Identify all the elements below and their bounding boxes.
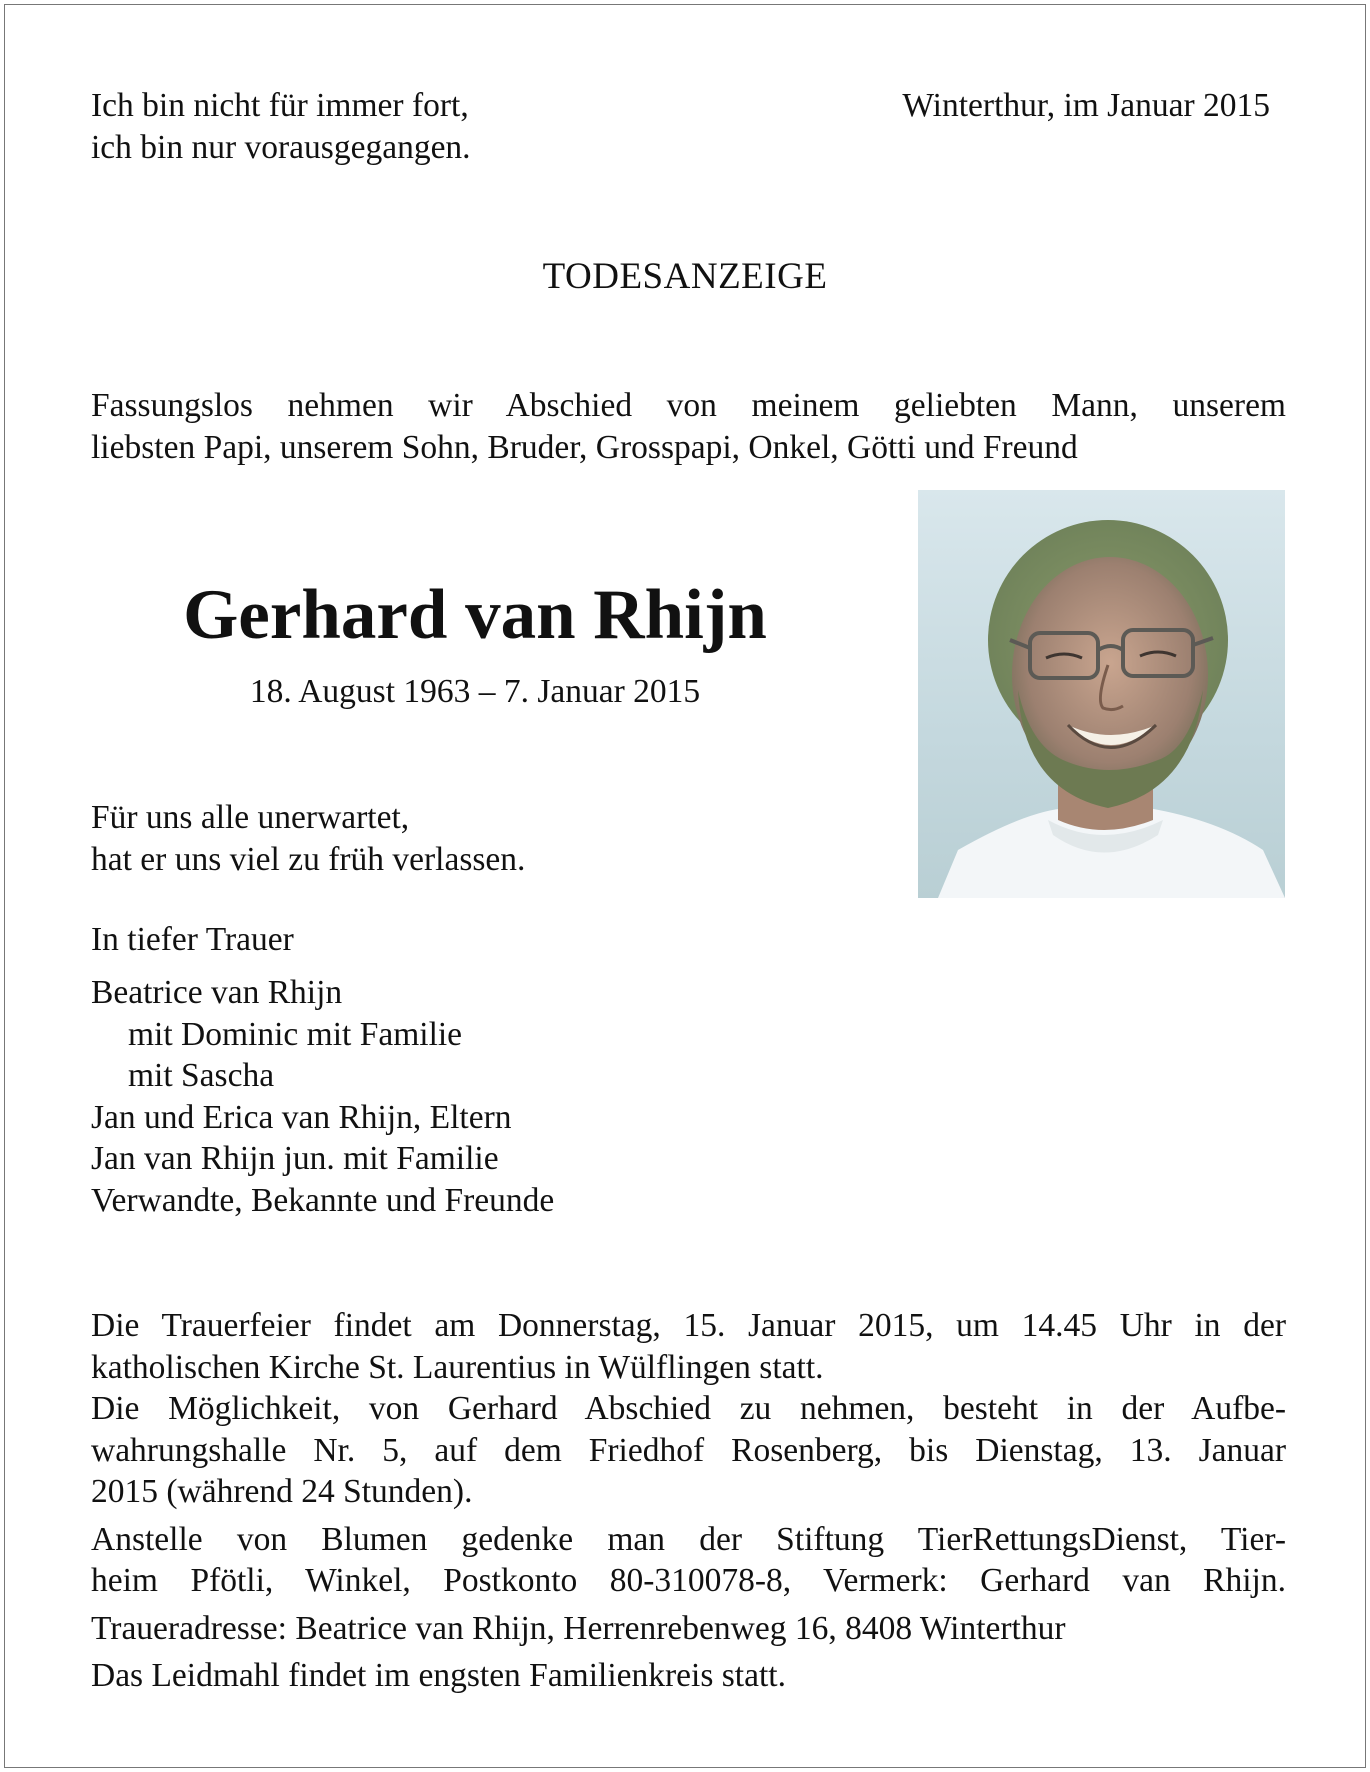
text-line: hat er uns viel zu früh verlassen. xyxy=(91,840,526,878)
obituary-page xyxy=(4,4,1366,1768)
intro-line: liebsten Papi, unserem Sohn, Bruder, Grosspapi, Onkel, Götti und Freund xyxy=(91,428,1078,466)
ceremony-line: 2015 (während 24 Stunden). xyxy=(91,1473,473,1510)
mourner: mit Dominic mit Familie xyxy=(128,1015,463,1053)
ceremony-line: Die Trauerfeier findet am Donnerstag, 15. Januar 2015, um 14.45 Uhr in der xyxy=(91,1307,1286,1344)
meal-paragraph xyxy=(91,1655,1286,1697)
portrait-photo xyxy=(918,490,1285,898)
donation-line: Anstelle von Blumen gedenke man der Stiftung TierRettungsDienst, Tier- xyxy=(91,1520,1286,1558)
motto xyxy=(91,85,471,168)
page-title: TODESANZEIGE xyxy=(542,256,828,297)
motto-line: Ich bin nicht für immer fort, xyxy=(91,87,469,124)
deceased-dates: 18. August 1963 – 7. Januar 2015 xyxy=(249,673,701,710)
meal-line: Das Leidmahl findet im engsten Familienkreis statt. xyxy=(91,1657,786,1694)
mourner: mit Sascha xyxy=(128,1057,275,1094)
mourner: Jan van Rhijn jun. mit Familie xyxy=(91,1140,499,1177)
place-date: Winterthur, im Januar 2015 xyxy=(902,87,1270,124)
address-paragraph xyxy=(91,1608,1286,1650)
mourners-list xyxy=(91,972,554,1221)
motto-line: ich bin nur vorausgegangen. xyxy=(91,128,471,166)
ceremony-paragraph xyxy=(91,1305,1286,1513)
ceremony-line: wahrungshalle Nr. 5, auf dem Friedhof Rosenberg, bis Dienstag, 13. Januar xyxy=(91,1431,1286,1469)
address-line: Traueradresse: Beatrice van Rhijn, Herrenrebenweg 16, 8408 Winterthur xyxy=(91,1609,1066,1647)
ceremony-line: katholischen Kirche St. Laurentius in Wülflingen statt. xyxy=(91,1348,824,1386)
deceased-name: Gerhard van Rhijn xyxy=(183,576,767,654)
mourner: Jan und Erica van Rhijn, Eltern xyxy=(91,1098,512,1136)
mourning-label: In tiefer Trauer xyxy=(91,921,294,958)
donation-paragraph xyxy=(91,1519,1286,1602)
mourner: Verwandte, Bekannte und Freunde xyxy=(91,1181,555,1219)
intro-line: Fassungslos nehmen wir Abschied von meinem geliebten Mann, unserem xyxy=(91,387,1286,424)
ceremony-info xyxy=(91,1305,1286,1703)
unexpected-text xyxy=(91,797,525,880)
mourner: Beatrice van Rhijn xyxy=(91,974,343,1011)
text-line: Für uns alle unerwartet, xyxy=(91,799,410,836)
ceremony-line: Die Möglichkeit, von Gerhard Abschied zu nehmen, besteht in der Aufbe- xyxy=(91,1390,1286,1427)
donation-line: heim Pfötli, Winkel, Postkonto 80-310078-8, Vermerk: Gerhard van Rhijn. xyxy=(91,1562,1286,1599)
intro-text xyxy=(91,385,1286,468)
